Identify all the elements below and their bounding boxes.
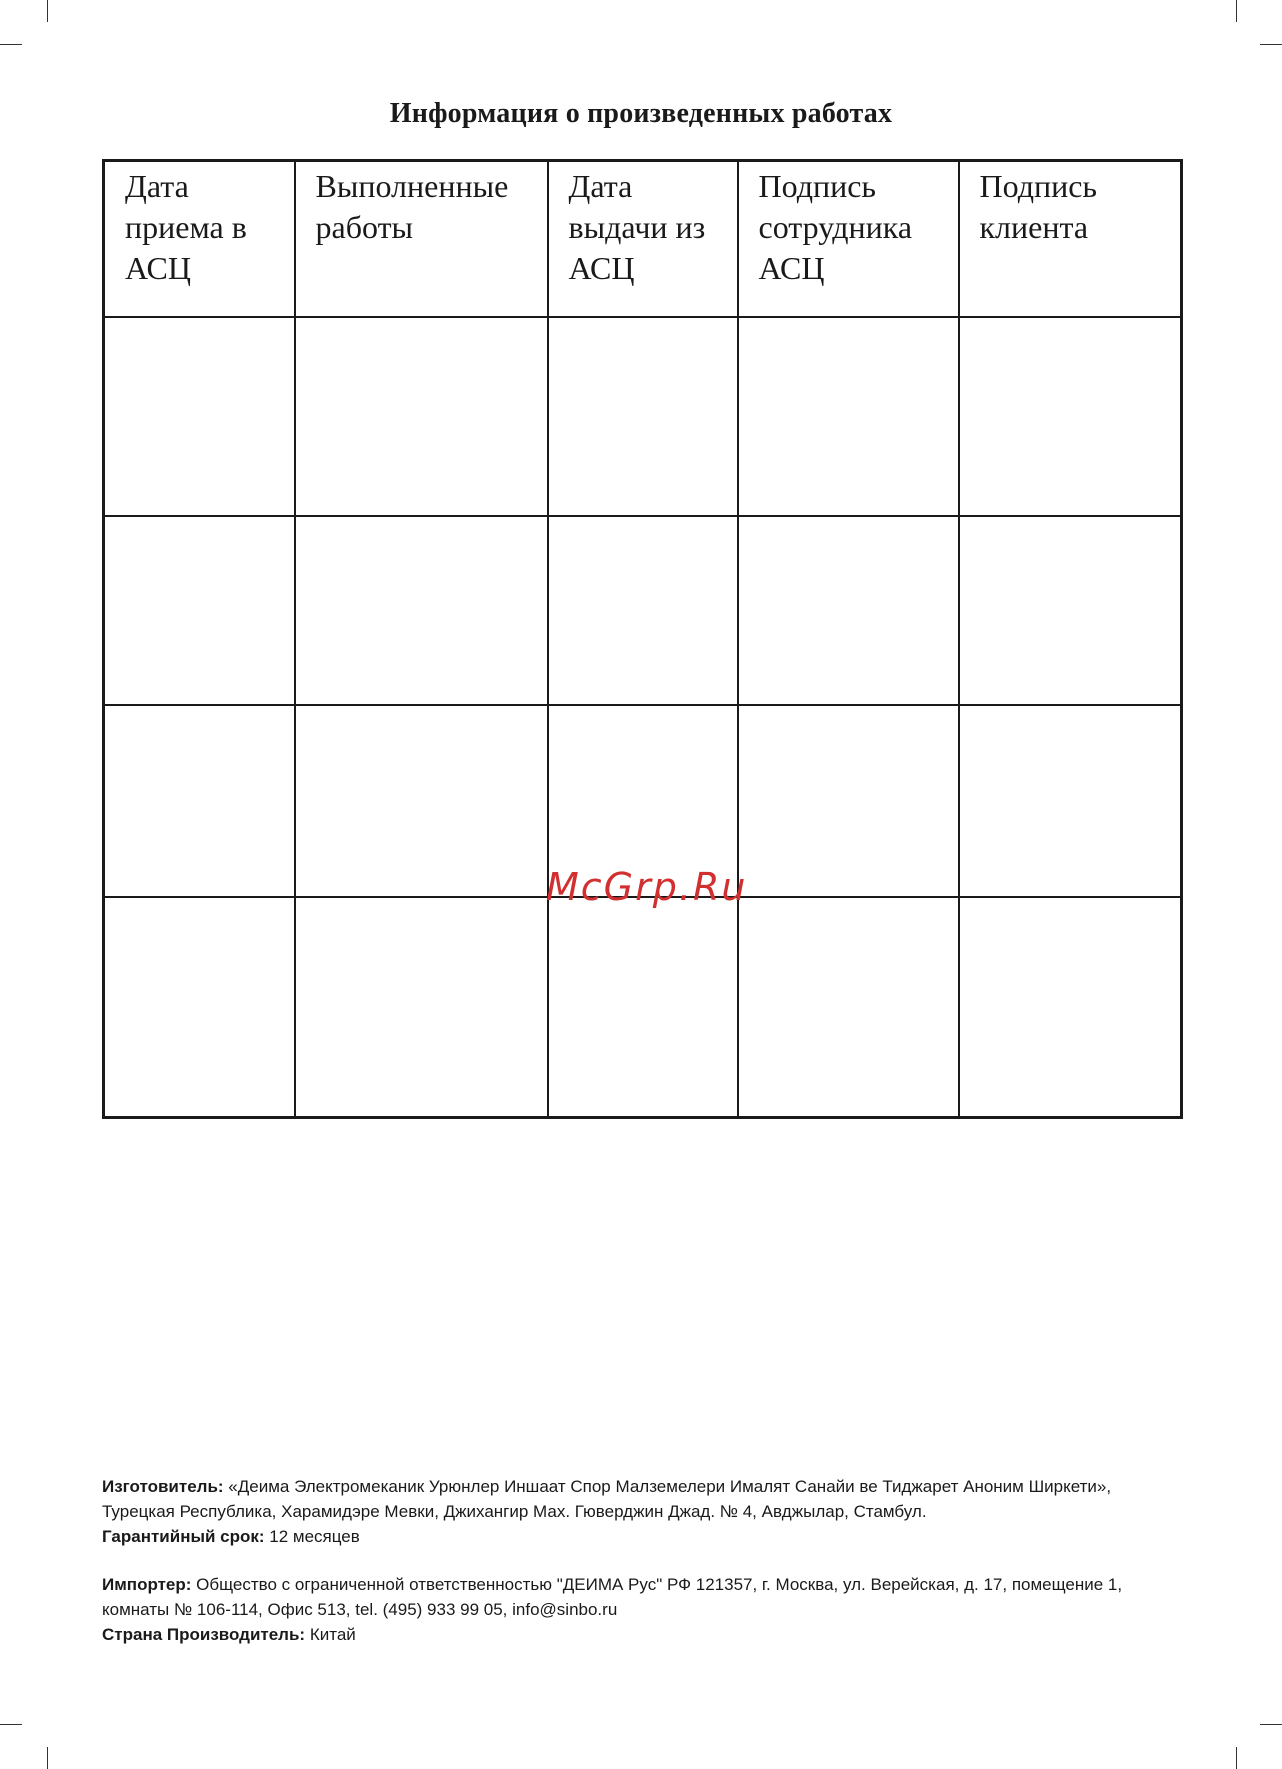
manufacturer-line (102, 1474, 1182, 1524)
table-row (104, 317, 1182, 516)
importer-line (102, 1572, 1182, 1622)
manufacturer-text: «Деима Электромеканик Урюнлер Иншаат Спор Малземелери Ималят Санайи ве Тиджарет Аноним Ширкети», Турецкая Республика, Харамидэре Мевки, Джихангир Мах. Гюверджин Джад. № 4, Авджылар, Стамбул. (102, 1477, 1112, 1521)
country-line (102, 1622, 1182, 1647)
header-receive-date: Дата приема в АСЦ (104, 161, 295, 318)
table-cell[interactable] (548, 897, 738, 1118)
table-cell[interactable] (959, 516, 1182, 705)
crop-mark (1260, 1724, 1282, 1725)
table-cell[interactable] (295, 516, 548, 705)
table-cell[interactable] (959, 897, 1182, 1118)
header-client-signature: Подпись клиента (959, 161, 1182, 318)
warranty-label: Гарантийный срок: (102, 1527, 265, 1546)
table-cell[interactable] (295, 317, 548, 516)
table-header-row (104, 161, 1182, 318)
table-row (104, 897, 1182, 1118)
country-label: Страна Производитель: (102, 1625, 306, 1644)
crop-mark (47, 0, 48, 22)
crop-mark (0, 44, 22, 45)
header-work-done: Выполненные работы (295, 161, 548, 318)
country-text: Китай (305, 1625, 356, 1644)
table-row (104, 516, 1182, 705)
table-cell[interactable] (295, 897, 548, 1118)
header-issue-date: Дата выдачи из АСЦ (548, 161, 738, 318)
table-cell[interactable] (738, 897, 959, 1118)
table-cell[interactable] (738, 705, 959, 897)
manufacturer-label: Изготовитель: (102, 1477, 224, 1496)
crop-mark (1236, 0, 1237, 22)
table-cell[interactable] (738, 317, 959, 516)
manufacturer-info (102, 1474, 1182, 1549)
works-table (102, 159, 1183, 1119)
table-cell[interactable] (104, 705, 295, 897)
warranty-line (102, 1524, 1182, 1549)
crop-mark (47, 1747, 48, 1769)
table-cell[interactable] (104, 516, 295, 705)
page-title: Информация о произведенных работах (389, 98, 893, 129)
importer-info (102, 1572, 1182, 1647)
table-cell[interactable] (738, 516, 959, 705)
importer-label: Импортер: (102, 1575, 192, 1594)
table-cell[interactable] (104, 317, 295, 516)
table-cell[interactable] (104, 897, 295, 1118)
crop-mark (0, 1724, 22, 1725)
crop-mark (1236, 1747, 1237, 1769)
table-cell[interactable] (959, 705, 1182, 897)
table-cell[interactable] (548, 516, 738, 705)
table-cell[interactable] (959, 317, 1182, 516)
table-cell[interactable] (548, 317, 738, 516)
table-cell[interactable] (295, 705, 548, 897)
importer-text: Общество с ограниченной ответственностью "ДЕИМА Рус" РФ 121357, г. Москва, ул. Верейская, д. 17, помещение 1, комнаты № 106-114, Офис 513, tel. (495) 933 99 05, info@sinbo.ru (102, 1575, 1123, 1619)
header-employee-signature: Подпись сотрудника АСЦ (738, 161, 959, 318)
watermark: McGrp.Ru (546, 865, 748, 909)
warranty-text: 12 месяцев (264, 1527, 360, 1546)
crop-mark (1260, 44, 1282, 45)
